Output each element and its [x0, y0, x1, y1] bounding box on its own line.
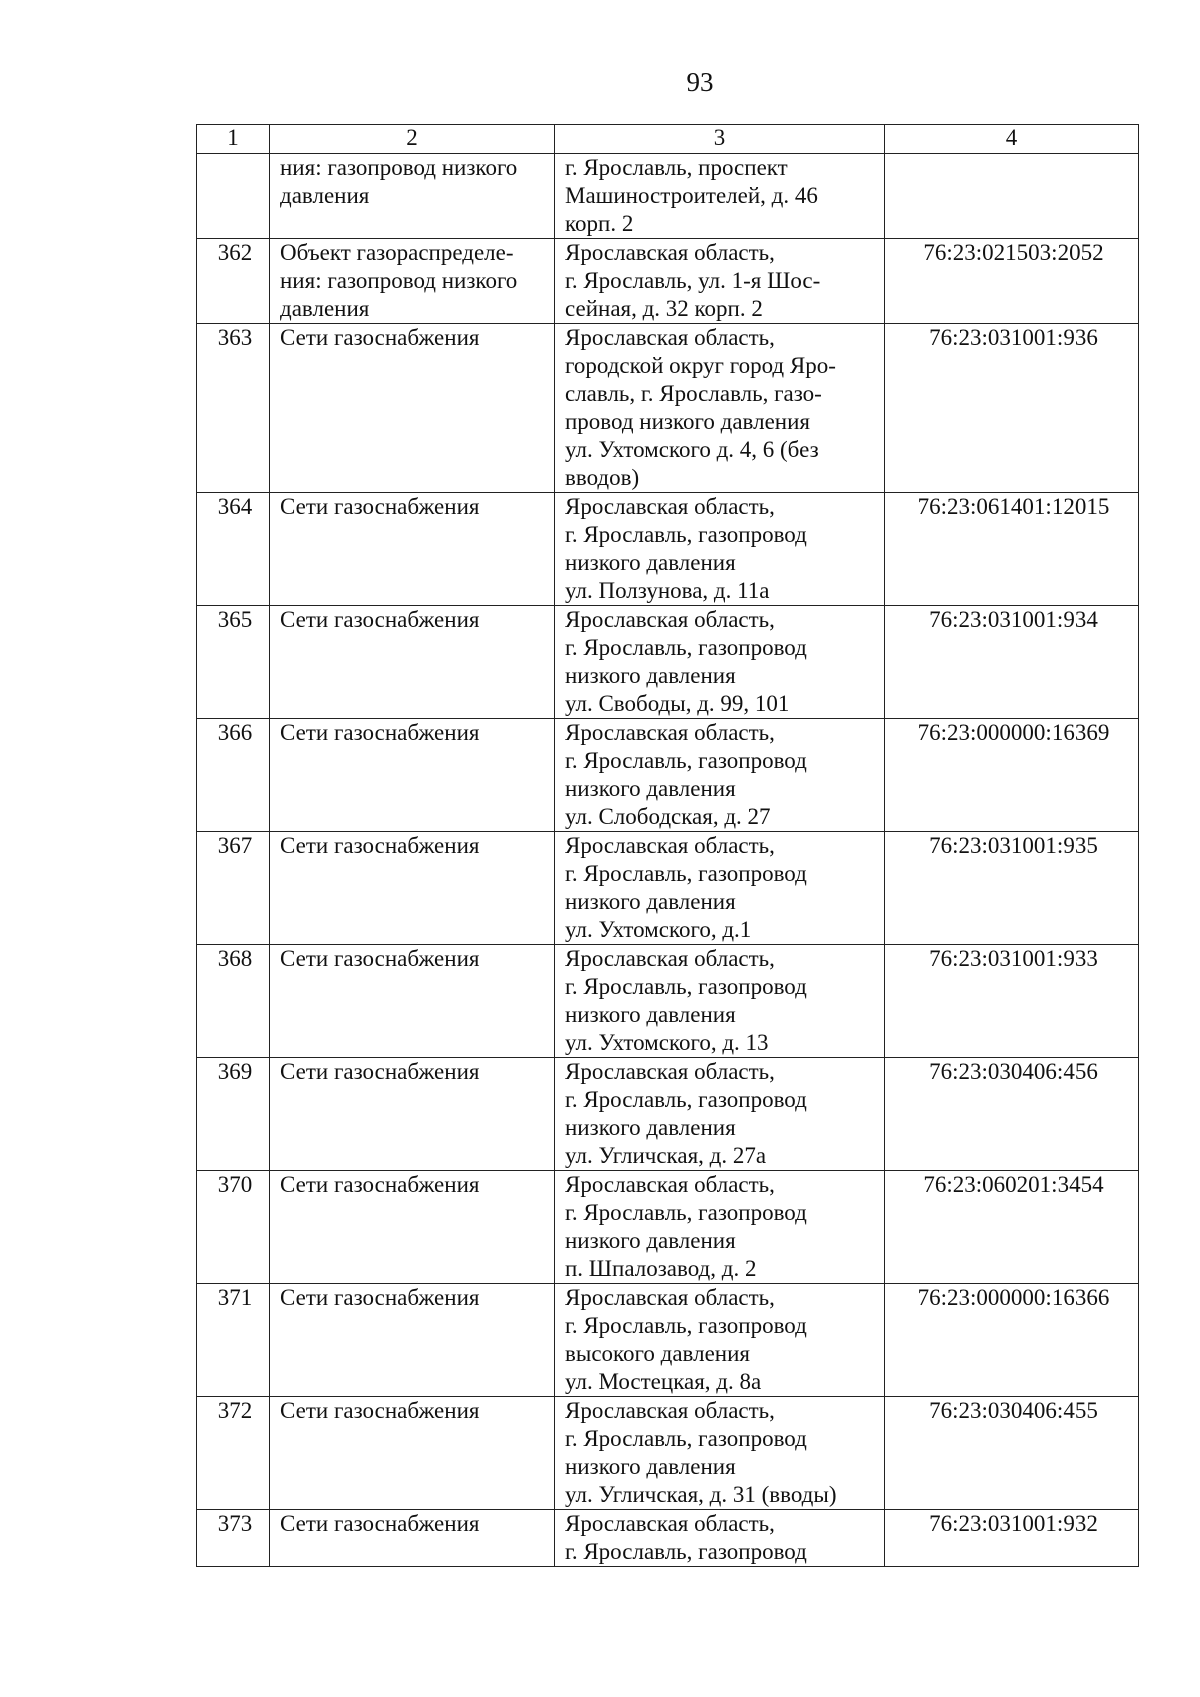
address-line: городской округ город Яро-: [565, 353, 836, 378]
object-name-line: Объект газораспределе-: [280, 240, 514, 265]
cadastral-number-cell: 76:23:021503:2052: [885, 239, 1139, 324]
object-name-line: Сети газоснабжения: [280, 607, 480, 632]
cadastral-number-cell: 76:23:000000:16369: [885, 719, 1139, 832]
address-line: г. Ярославль, газопровод: [565, 974, 807, 999]
table-row: [197, 154, 1139, 239]
address-cell: [555, 1284, 885, 1397]
header-row: [197, 125, 1139, 154]
object-name-line: ния: газопровод низкого: [280, 268, 518, 293]
object-name-line: Сети газоснабжения: [280, 1285, 480, 1310]
address-line: п. Шпалозавод, д. 2: [565, 1256, 757, 1281]
table-body: [197, 154, 1139, 1567]
cadastral-number-cell: 76:23:031001:932: [885, 1510, 1139, 1567]
row-number-cell: 365: [197, 606, 270, 719]
table-row: [197, 1397, 1139, 1510]
address-line: г. Ярославль, газопровод: [565, 635, 807, 660]
object-name-cell: [270, 1397, 555, 1510]
object-name-cell: [270, 1171, 555, 1284]
object-name-line: Сети газоснабжения: [280, 494, 480, 519]
column-header-2: 2: [270, 125, 555, 154]
address-line: Ярославская область,: [565, 325, 775, 350]
address-cell: [555, 1510, 885, 1567]
object-name-cell: [270, 1510, 555, 1567]
address-cell: [555, 1397, 885, 1510]
row-number-cell: 363: [197, 324, 270, 493]
cadastral-number-cell: 76:23:060201:3454: [885, 1171, 1139, 1284]
column-header-4: 4: [885, 125, 1139, 154]
address-line: г. Ярославль, газопровод: [565, 861, 807, 886]
address-line: Ярославская область,: [565, 946, 775, 971]
row-number-cell: [197, 154, 270, 239]
row-number-cell: 370: [197, 1171, 270, 1284]
object-name-cell: [270, 945, 555, 1058]
address-line: Машиностроителей, д. 46: [565, 183, 818, 208]
object-name-line: Сети газоснабжения: [280, 833, 480, 858]
table-header: [197, 125, 1139, 154]
address-line: Ярославская область,: [565, 240, 775, 265]
cadastral-number-cell: 76:23:031001:935: [885, 832, 1139, 945]
table-row: [197, 239, 1139, 324]
address-line: ул. Свободы, д. 99, 101: [565, 691, 790, 716]
address-line: Ярославская область,: [565, 1511, 775, 1536]
address-cell: [555, 945, 885, 1058]
column-header-1: 1: [197, 125, 270, 154]
address-line: провод низкого давления: [565, 409, 810, 434]
address-cell: [555, 1058, 885, 1171]
cadastral-number-cell: 76:23:030406:455: [885, 1397, 1139, 1510]
address-line: Ярославская область,: [565, 833, 775, 858]
row-number-cell: 369: [197, 1058, 270, 1171]
object-name-cell: [270, 324, 555, 493]
table-row: [197, 1171, 1139, 1284]
address-line: г. Ярославль, газопровод: [565, 1426, 807, 1451]
address-line: Ярославская область,: [565, 494, 775, 519]
table-row: [197, 1058, 1139, 1171]
object-name-line: Сети газоснабжения: [280, 325, 480, 350]
address-line: низкого давления: [565, 889, 736, 914]
address-line: г. Ярославль, газопровод: [565, 1087, 807, 1112]
table-row: [197, 324, 1139, 493]
cadastral-number-cell: 76:23:030406:456: [885, 1058, 1139, 1171]
cadastral-number-cell: 76:23:061401:12015: [885, 493, 1139, 606]
address-cell: [555, 324, 885, 493]
address-line: г. Ярославль, газопровод: [565, 1313, 807, 1338]
address-line: Ярославская область,: [565, 607, 775, 632]
address-line: ул. Ползунова, д. 11а: [565, 578, 770, 603]
address-line: ул. Угличская, д. 27а: [565, 1143, 767, 1168]
column-header-3: 3: [555, 125, 885, 154]
object-name-cell: [270, 154, 555, 239]
address-cell: [555, 1171, 885, 1284]
object-name-line: давления: [280, 183, 370, 208]
registry-table: [196, 124, 1139, 1567]
cadastral-number-cell: [885, 154, 1139, 239]
object-name-cell: [270, 606, 555, 719]
object-name-line: Сети газоснабжения: [280, 720, 480, 745]
table-row: [197, 1510, 1139, 1567]
address-line: сейная, д. 32 корп. 2: [565, 296, 763, 321]
address-line: ул. Ухтомского, д.1: [565, 917, 752, 942]
row-number-cell: 364: [197, 493, 270, 606]
address-line: корп. 2: [565, 211, 634, 236]
address-line: низкого давления: [565, 776, 736, 801]
row-number-cell: 368: [197, 945, 270, 1058]
table-row: [197, 945, 1139, 1058]
row-number-cell: 373: [197, 1510, 270, 1567]
address-cell: [555, 154, 885, 239]
row-number-cell: 371: [197, 1284, 270, 1397]
row-number-cell: 367: [197, 832, 270, 945]
object-name-line: давления: [280, 296, 370, 321]
address-cell: [555, 719, 885, 832]
object-name-cell: [270, 719, 555, 832]
page-number: 93: [686, 67, 714, 97]
address-line: низкого давления: [565, 1002, 736, 1027]
row-number-cell: 366: [197, 719, 270, 832]
row-number-cell: 362: [197, 239, 270, 324]
table-row: [197, 832, 1139, 945]
address-line: Ярославская область,: [565, 1398, 775, 1423]
object-name-cell: [270, 832, 555, 945]
address-cell: [555, 239, 885, 324]
object-name-line: Сети газоснабжения: [280, 946, 480, 971]
address-line: низкого давления: [565, 1454, 736, 1479]
address-line: г. Ярославль, проспект: [565, 155, 788, 180]
address-line: низкого давления: [565, 1228, 736, 1253]
cadastral-number-cell: 76:23:031001:933: [885, 945, 1139, 1058]
table-row: [197, 1284, 1139, 1397]
cadastral-number-cell: 76:23:000000:16366: [885, 1284, 1139, 1397]
object-name-cell: [270, 239, 555, 324]
table-row: [197, 719, 1139, 832]
cadastral-number-cell: 76:23:031001:936: [885, 324, 1139, 493]
address-line: г. Ярославль, газопровод: [565, 1539, 807, 1564]
address-line: вводов): [565, 465, 640, 490]
object-name-line: Сети газоснабжения: [280, 1172, 480, 1197]
address-line: Ярославская область,: [565, 720, 775, 745]
address-cell: [555, 493, 885, 606]
address-line: низкого давления: [565, 550, 736, 575]
address-line: Ярославская область,: [565, 1285, 775, 1310]
address-line: низкого давления: [565, 1115, 736, 1140]
address-line: Ярославская область,: [565, 1172, 775, 1197]
address-line: г. Ярославль, газопровод: [565, 1200, 807, 1225]
object-name-cell: [270, 1058, 555, 1171]
address-line: ул. Ухтомского д. 4, 6 (без: [565, 437, 819, 462]
address-line: ул. Слободская, д. 27: [565, 804, 771, 829]
object-name-line: ния: газопровод низкого: [280, 155, 518, 180]
address-line: ул. Мостецкая, д. 8а: [565, 1369, 762, 1394]
object-name-line: Сети газоснабжения: [280, 1398, 480, 1423]
table-row: [197, 493, 1139, 606]
cadastral-number-cell: 76:23:031001:934: [885, 606, 1139, 719]
address-line: г. Ярославль, ул. 1-я Шос-: [565, 268, 821, 293]
object-name-cell: [270, 493, 555, 606]
address-line: г. Ярославль, газопровод: [565, 522, 807, 547]
address-line: ул. Угличская, д. 31 (вводы): [565, 1482, 837, 1507]
address-line: славль, г. Ярославль, газо-: [565, 381, 822, 406]
object-name-line: Сети газоснабжения: [280, 1059, 480, 1084]
object-name-line: Сети газоснабжения: [280, 1511, 480, 1536]
table-row: [197, 606, 1139, 719]
address-cell: [555, 606, 885, 719]
address-cell: [555, 832, 885, 945]
object-name-cell: [270, 1284, 555, 1397]
row-number-cell: 372: [197, 1397, 270, 1510]
address-line: Ярославская область,: [565, 1059, 775, 1084]
address-line: высокого давления: [565, 1341, 750, 1366]
address-line: г. Ярославль, газопровод: [565, 748, 807, 773]
address-line: ул. Ухтомского, д. 13: [565, 1030, 769, 1055]
address-line: низкого давления: [565, 663, 736, 688]
